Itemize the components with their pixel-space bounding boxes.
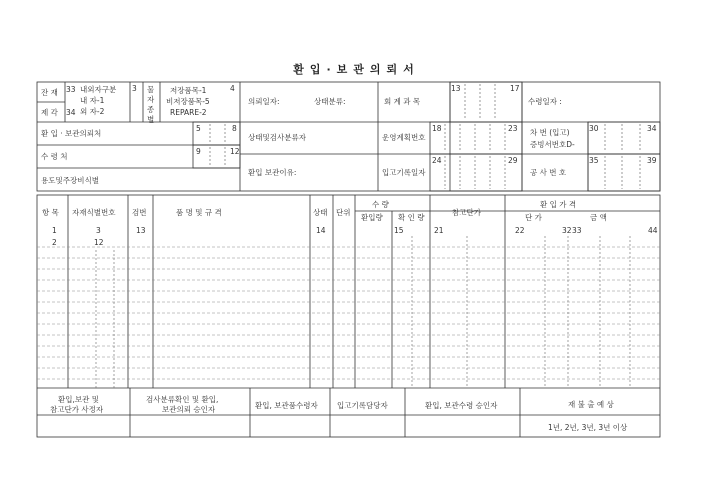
field-num-12: 12 [230,147,240,156]
sig-2-line-2: 보관의뢰 승인자 [162,405,216,414]
accounting-subject-label: 회 계 과 목 [384,97,421,106]
sig-4: 입고기록담당자 [337,401,388,410]
field-num-13: 13 [451,84,461,93]
col-quantity: 수 량 [372,200,389,209]
field-num-24: 24 [432,156,442,165]
field-num-4: 4 [230,84,235,93]
forecast-label: 재 불 출 예 상 [568,400,614,409]
col-status: 상태 [313,208,328,217]
field-num-34: 34 [66,108,76,117]
colnum-15: 15 [394,226,404,235]
colnum-2: 2 [52,238,57,247]
col-return-price: 환 입 가 격 [540,200,577,209]
colnum-44: 44 [648,226,658,235]
col-amount: 금 액 [590,213,607,222]
colnum-12: 12 [94,238,104,247]
cert-no-label: 증빙서번호D- [530,140,575,149]
col-ref-price: 참고단가 [452,208,481,217]
storage-option-2: 비저장품목-5 [166,97,210,106]
material-type-label: 물자종별 [147,85,155,124]
colnum-3: 3 [96,226,101,235]
col-unit: 단위 [336,208,351,217]
col-confirm-qty: 확 인 량 [398,213,425,222]
status-inspector-label: 상태및검사분류자 [248,133,306,142]
storage-option-1: 저장품목-1 [170,86,207,95]
return-dept-label: 환 입 · 보관의뢰처 [41,129,102,138]
sig-2-line-1: 검사분류확인 및 환입, [146,395,219,404]
col-item-no: 항 목 [42,208,59,217]
vehicle-no-label: 차 번 (입고) [530,128,570,137]
field-num-3: 3 [132,84,137,93]
colnum-1: 1 [52,226,57,235]
receiver-label: 수 령 처 [41,152,68,161]
sig-3: 환입, 보관품수령자 [255,401,318,410]
operation-plan-no-label: 운영계획번호 [382,133,426,142]
storage-option-3: REPARE-2 [170,108,207,117]
field-num-18: 18 [432,124,442,133]
field-num-29: 29 [508,156,518,165]
sig-1-line-1: 환입,보관 및 [58,395,99,404]
sig-5: 환입, 보관수령 승인자 [425,401,498,410]
col-name-spec: 품 명 및 규 격 [176,208,222,217]
purpose-code-label: 용도및주장비식별 [41,176,99,185]
colnum-22: 22 [515,226,525,235]
jan-jae-label: 잔 재 [41,88,58,97]
colnum-14: 14 [316,226,326,235]
forecast-options: 1년, 2년, 3년, 3년 이상 [548,423,628,432]
field-num-35: 35 [589,156,599,165]
field-num-34b: 34 [647,124,657,133]
field-num-23: 23 [508,124,518,133]
col-return-qty: 환입량 [361,213,383,222]
field-num-33: 33 [66,85,76,94]
col-material-id: 자재식별번호 [72,208,116,217]
field-num-8: 8 [232,124,237,133]
receipt-date-label: 수령일자 : [528,97,562,106]
category-option-1: 내 자-1 [80,96,105,105]
colnum-21: 21 [434,226,444,235]
work-no-label: 공 사 번 호 [530,168,567,177]
field-num-17: 17 [510,84,520,93]
colnum-13: 13 [136,226,146,235]
request-date-label: 의뢰일자: [248,97,280,106]
col-unit-price: 단 가 [525,213,542,222]
col-inspection: 검번 [132,208,147,217]
entry-record-date-label: 입고기록일자 [382,168,426,177]
return-reason-label: 환입 보관이유: [248,168,297,177]
colnum-32: 32 [562,226,572,235]
je-gak-label: 제 각 [41,108,58,117]
field-num-30: 30 [589,124,599,133]
form-title: 환입·보관의뢰서 [293,63,420,76]
category-option-2: 외 자-2 [80,107,105,116]
category-label: 내외자구분 [80,85,117,94]
colnum-33: 33 [572,226,582,235]
field-num-5: 5 [196,124,201,133]
field-num-9: 9 [196,147,201,156]
sig-1-line-2: 참고단가 사정자 [50,405,104,414]
field-num-39: 39 [647,156,657,165]
status-class-label: 상태분류: [314,97,346,106]
